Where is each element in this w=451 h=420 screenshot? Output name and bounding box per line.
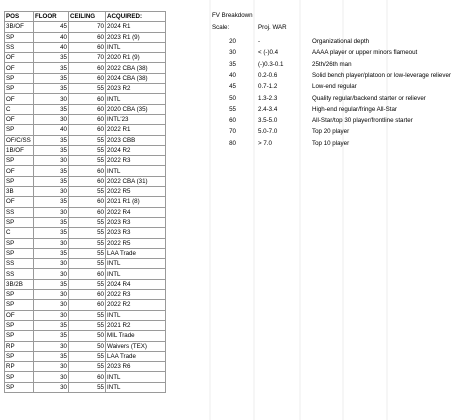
cell-pos[interactable]: SP (5, 290, 34, 300)
cell-pos[interactable]: 3B/OF (5, 22, 34, 32)
fv-war[interactable]: > 7.0 (258, 139, 272, 147)
cell-floor[interactable]: 30 (34, 114, 69, 124)
cell-ceiling[interactable]: 60 (69, 166, 106, 176)
table-row (5, 238, 166, 248)
cell-pos[interactable]: OF/C/SS (5, 135, 34, 145)
cell-floor[interactable]: 35 (34, 279, 69, 289)
cell-ceiling[interactable]: 55 (69, 362, 106, 372)
cell-acquired[interactable]: 2024 R4 (106, 279, 166, 289)
cell-floor[interactable]: 30 (34, 310, 69, 320)
cell-acquired[interactable]: INTL (106, 259, 166, 269)
fv-description[interactable]: 25th/26th man (312, 60, 352, 68)
cell-floor[interactable]: 45 (34, 22, 69, 32)
fv-description[interactable]: AAAA player or upper minors flameout (312, 49, 418, 57)
table-row (5, 279, 166, 289)
cell-pos[interactable]: SP (5, 156, 34, 166)
cell-pos[interactable]: RP (5, 341, 34, 351)
cell-acquired[interactable]: 2021 R2 (106, 320, 166, 330)
cell-floor[interactable]: 30 (34, 362, 69, 372)
cell-acquired[interactable]: INTL (106, 269, 166, 279)
table-row (5, 125, 166, 135)
cell-floor[interactable]: 30 (34, 300, 69, 310)
cell-ceiling[interactable]: 55 (69, 156, 106, 166)
cell-floor[interactable]: 35 (34, 145, 69, 155)
cell-ceiling[interactable]: 60 (69, 197, 106, 207)
cell-ceiling[interactable]: 60 (69, 300, 106, 310)
fv-description[interactable]: Organizational depth (312, 38, 370, 45)
cell-floor[interactable]: 35 (34, 320, 69, 330)
cell-pos[interactable]: RP (5, 362, 34, 372)
fv-row (212, 139, 422, 149)
cell-acquired[interactable]: 2022 CBA (38) (106, 63, 166, 73)
cell-acquired[interactable]: 2023 R3 (106, 228, 166, 238)
cell-acquired[interactable]: 2024 CBA (38) (106, 73, 166, 83)
table-row (5, 187, 166, 197)
cell-ceiling[interactable]: 60 (69, 114, 106, 124)
cell-floor[interactable]: 35 (34, 176, 69, 186)
cell-acquired[interactable]: INTL (106, 382, 166, 392)
fv-grade[interactable]: 50 (229, 94, 236, 102)
cell-floor[interactable]: 30 (34, 207, 69, 217)
cell-acquired[interactable]: LAA Trade (106, 351, 166, 361)
cell-floor[interactable]: 35 (34, 63, 69, 73)
cell-ceiling[interactable]: 60 (69, 94, 106, 104)
cell-pos[interactable]: SP (5, 372, 34, 382)
cell-ceiling[interactable]: 60 (69, 42, 106, 52)
cell-ceiling[interactable]: 55 (69, 135, 106, 145)
fv-war[interactable]: 0.2-0.6 (258, 71, 278, 79)
cell-ceiling[interactable]: 55 (69, 310, 106, 320)
fv-description[interactable]: All-Star/top 30 player/frontline starter (312, 117, 413, 125)
fv-grade[interactable]: 55 (229, 105, 236, 113)
fv-grade[interactable]: 40 (229, 71, 236, 79)
fv-grade[interactable]: 45 (229, 83, 236, 91)
cell-pos[interactable]: OF (5, 63, 34, 73)
cell-ceiling[interactable]: 60 (69, 125, 106, 135)
cell-floor[interactable]: 30 (34, 238, 69, 248)
cell-ceiling[interactable]: 55 (69, 187, 106, 197)
fv-title[interactable]: FV Breakdown (212, 12, 253, 19)
cell-ceiling[interactable]: 55 (69, 320, 106, 330)
scale-label[interactable]: Scale: (212, 24, 230, 31)
fv-row (212, 94, 426, 104)
fv-war[interactable]: (-)0.3-0.1 (258, 60, 284, 68)
fv-grade[interactable]: 60 (229, 117, 236, 125)
cell-acquired[interactable]: 2022 CBA (31) (106, 176, 166, 186)
cell-floor[interactable]: 35 (34, 351, 69, 361)
cell-ceiling[interactable]: 70 (69, 22, 106, 32)
fv-description[interactable]: High-end regular/fringe All-Star (312, 105, 397, 113)
cell-floor[interactable]: 35 (34, 73, 69, 83)
fv-row (212, 116, 422, 126)
fv-row (212, 71, 451, 81)
fv-grade[interactable]: 35 (229, 60, 236, 68)
cell-pos[interactable]: SP (5, 84, 34, 94)
table-row (5, 135, 166, 145)
cell-pos[interactable]: 1B/OF (5, 145, 34, 155)
fv-description[interactable]: Low-end regular (312, 83, 357, 91)
fv-grade[interactable]: 80 (229, 139, 236, 147)
table-row (5, 42, 166, 52)
cell-pos[interactable]: SP (5, 238, 34, 248)
cell-acquired[interactable]: 2022 R3 (106, 290, 166, 300)
cell-pos[interactable]: C (5, 104, 34, 114)
cell-ceiling[interactable]: 70 (69, 53, 106, 63)
table-header-row (5, 12, 166, 22)
cell-ceiling[interactable]: 60 (69, 269, 106, 279)
cell-acquired[interactable]: INTL (106, 372, 166, 382)
cell-pos[interactable]: SP (5, 248, 34, 258)
cell-acquired[interactable]: Waivers (TEX) (106, 341, 166, 351)
cell-ceiling[interactable]: 50 (69, 341, 106, 351)
table-row (5, 228, 166, 238)
fv-description[interactable]: Top 10 player (312, 139, 350, 147)
cell-pos[interactable]: OF (5, 310, 34, 320)
table-row (5, 351, 166, 361)
table-row (5, 290, 166, 300)
cell-floor[interactable]: 35 (34, 166, 69, 176)
cell-pos[interactable]: SP (5, 125, 34, 135)
cell-pos[interactable]: 3B (5, 187, 34, 197)
cell-pos[interactable]: SP (5, 331, 34, 341)
cell-ceiling[interactable]: 60 (69, 372, 106, 382)
header-pos[interactable]: POS (5, 12, 34, 22)
table-row (5, 73, 166, 83)
cell-pos[interactable]: OF (5, 197, 34, 207)
table-row (5, 300, 166, 310)
fv-row (212, 82, 422, 92)
cell-pos[interactable]: OF (5, 94, 34, 104)
cell-ceiling[interactable]: 60 (69, 73, 106, 83)
cell-ceiling[interactable]: 55 (69, 248, 106, 258)
cell-pos[interactable]: SS (5, 269, 34, 279)
cell-pos[interactable]: OF (5, 166, 34, 176)
fv-row (212, 37, 422, 47)
cell-floor[interactable]: 30 (34, 94, 69, 104)
cell-ceiling[interactable]: 55 (69, 382, 106, 392)
table-row (5, 248, 166, 258)
table-row (5, 84, 166, 94)
fv-war[interactable]: - (258, 38, 261, 45)
table-row (5, 372, 166, 382)
cell-ceiling[interactable]: 55 (69, 351, 106, 361)
table-row (5, 362, 166, 372)
cell-pos[interactable]: SP (5, 217, 34, 227)
cell-acquired[interactable]: 2024 R1 (106, 22, 166, 32)
cell-ceiling[interactable]: 55 (69, 217, 106, 227)
fv-description[interactable]: Solid bench player/platoon or low-leverage reliever (312, 71, 451, 79)
fv-row (212, 48, 422, 58)
fv-row (212, 60, 422, 70)
cell-ceiling[interactable]: 55 (69, 228, 106, 238)
cell-acquired[interactable]: 2020 R1 (9) (106, 53, 166, 63)
cell-acquired[interactable]: INTL (106, 310, 166, 320)
cell-pos[interactable]: SP (5, 73, 34, 83)
cell-ceiling[interactable]: 55 (69, 145, 106, 155)
cell-pos[interactable]: SS (5, 207, 34, 217)
cell-floor[interactable]: 40 (34, 42, 69, 52)
cell-floor[interactable]: 35 (34, 228, 69, 238)
fv-description[interactable]: Top 20 player (312, 128, 350, 136)
fv-grade[interactable]: 30 (229, 49, 236, 57)
fv-grade[interactable]: 20 (229, 38, 236, 45)
cell-floor[interactable]: 35 (34, 197, 69, 207)
cell-acquired[interactable]: 2023 R2 (106, 84, 166, 94)
cell-acquired[interactable]: 2023 R6 (106, 362, 166, 372)
cell-pos[interactable]: OF (5, 53, 34, 63)
proj-war-label[interactable]: Proj. WAR (258, 24, 287, 31)
cell-pos[interactable]: SP (5, 320, 34, 330)
cell-acquired[interactable]: 2020 CBA (35) (106, 104, 166, 114)
fv-war[interactable]: 5.0-7.0 (258, 128, 278, 136)
table-row (5, 156, 166, 166)
fv-war[interactable]: 0.7-1.2 (258, 83, 278, 91)
cell-pos[interactable]: C (5, 228, 34, 238)
table-row (5, 166, 166, 176)
cell-ceiling[interactable]: 55 (69, 238, 106, 248)
cell-acquired[interactable]: 2021 R1 (8) (106, 197, 166, 207)
fv-war[interactable]: 2.4-3.4 (258, 105, 278, 113)
table-row (5, 53, 166, 63)
prospect-table (4, 11, 166, 393)
header-acquired[interactable]: ACQUIRED: (106, 12, 166, 22)
cell-ceiling[interactable]: 55 (69, 259, 106, 269)
cell-acquired[interactable]: 2022 R5 (106, 187, 166, 197)
cell-floor[interactable]: 30 (34, 259, 69, 269)
fv-war[interactable]: 1.3-2.3 (258, 94, 278, 102)
fv-row (212, 105, 422, 115)
table-row (5, 320, 166, 330)
cell-acquired[interactable]: INTL'23 (106, 114, 166, 124)
cell-acquired[interactable]: INTL (106, 42, 166, 52)
table-row (5, 22, 166, 32)
cell-acquired[interactable]: 2024 R2 (106, 145, 166, 155)
table-row (5, 331, 166, 341)
table-row (5, 269, 166, 279)
fv-war[interactable]: 3.5-5.0 (258, 117, 278, 125)
cell-ceiling[interactable]: 60 (69, 290, 106, 300)
cell-ceiling[interactable]: 60 (69, 176, 106, 186)
cell-acquired[interactable]: 2023 R1 (9) (106, 32, 166, 42)
cell-acquired[interactable]: INTL (106, 166, 166, 176)
cell-acquired[interactable]: 2022 R1 (106, 125, 166, 135)
fv-grade[interactable]: 70 (229, 128, 236, 136)
cell-acquired[interactable]: 2023 R3 (106, 217, 166, 227)
table-row (5, 341, 166, 351)
cell-pos[interactable]: 3B/2B (5, 279, 34, 289)
cell-floor[interactable]: 35 (34, 53, 69, 63)
cell-floor[interactable]: 35 (34, 135, 69, 145)
cell-acquired[interactable]: 2022 R4 (106, 207, 166, 217)
cell-pos[interactable]: SP (5, 382, 34, 392)
table-row (5, 145, 166, 155)
fv-row (212, 127, 422, 137)
cell-acquired[interactable]: 2022 R3 (106, 156, 166, 166)
cell-floor[interactable]: 30 (34, 372, 69, 382)
cell-pos[interactable]: OF (5, 114, 34, 124)
fv-war[interactable]: < (-)0.4 (258, 49, 279, 57)
cell-floor[interactable]: 35 (34, 248, 69, 258)
cell-floor[interactable]: 30 (34, 382, 69, 392)
cell-pos[interactable]: SS (5, 42, 34, 52)
table-row (5, 382, 166, 392)
table-row (5, 114, 166, 124)
cell-ceiling[interactable]: 50 (69, 331, 106, 341)
fv-description[interactable]: Quality regular/backend starter or reliever (312, 94, 426, 102)
table-row (5, 94, 166, 104)
cell-pos[interactable]: SP (5, 351, 34, 361)
cell-floor[interactable]: 30 (34, 341, 69, 351)
cell-pos[interactable]: SS (5, 259, 34, 269)
table-row (5, 310, 166, 320)
table-row (5, 207, 166, 217)
table-row (5, 63, 166, 73)
cell-pos[interactable]: SP (5, 176, 34, 186)
cell-acquired[interactable]: 2023 CBB (106, 135, 166, 145)
cell-ceiling[interactable]: 60 (69, 104, 106, 114)
cell-floor[interactable]: 30 (34, 156, 69, 166)
header-floor[interactable]: FLOOR (34, 12, 69, 22)
cell-floor[interactable]: 35 (34, 217, 69, 227)
cell-floor[interactable]: 40 (34, 32, 69, 42)
cell-acquired[interactable]: 2022 R2 (106, 300, 166, 310)
table-row (5, 197, 166, 207)
table-row (5, 217, 166, 227)
cell-acquired[interactable]: 2022 R5 (106, 238, 166, 248)
cell-ceiling[interactable]: 55 (69, 279, 106, 289)
cell-acquired[interactable]: MIL Trade (106, 331, 166, 341)
cell-floor[interactable]: 30 (34, 269, 69, 279)
cell-acquired[interactable]: LAA Trade (106, 248, 166, 258)
cell-ceiling[interactable]: 60 (69, 63, 106, 73)
cell-floor[interactable]: 30 (34, 290, 69, 300)
cell-ceiling[interactable]: 60 (69, 207, 106, 217)
table-row (5, 176, 166, 186)
cell-floor[interactable]: 40 (34, 125, 69, 135)
header-ceiling[interactable]: CEILING (69, 12, 106, 22)
cell-floor[interactable]: 35 (34, 104, 69, 114)
cell-pos[interactable]: SP (5, 32, 34, 42)
cell-ceiling[interactable]: 55 (69, 84, 106, 94)
cell-acquired[interactable]: INTL (106, 94, 166, 104)
cell-floor[interactable]: 30 (34, 187, 69, 197)
table-row (5, 259, 166, 269)
cell-ceiling[interactable]: 60 (69, 32, 106, 42)
table-row (5, 32, 166, 42)
table-row (5, 104, 166, 114)
cell-pos[interactable]: SP (5, 300, 34, 310)
cell-floor[interactable]: 35 (34, 84, 69, 94)
cell-floor[interactable]: 35 (34, 331, 69, 341)
